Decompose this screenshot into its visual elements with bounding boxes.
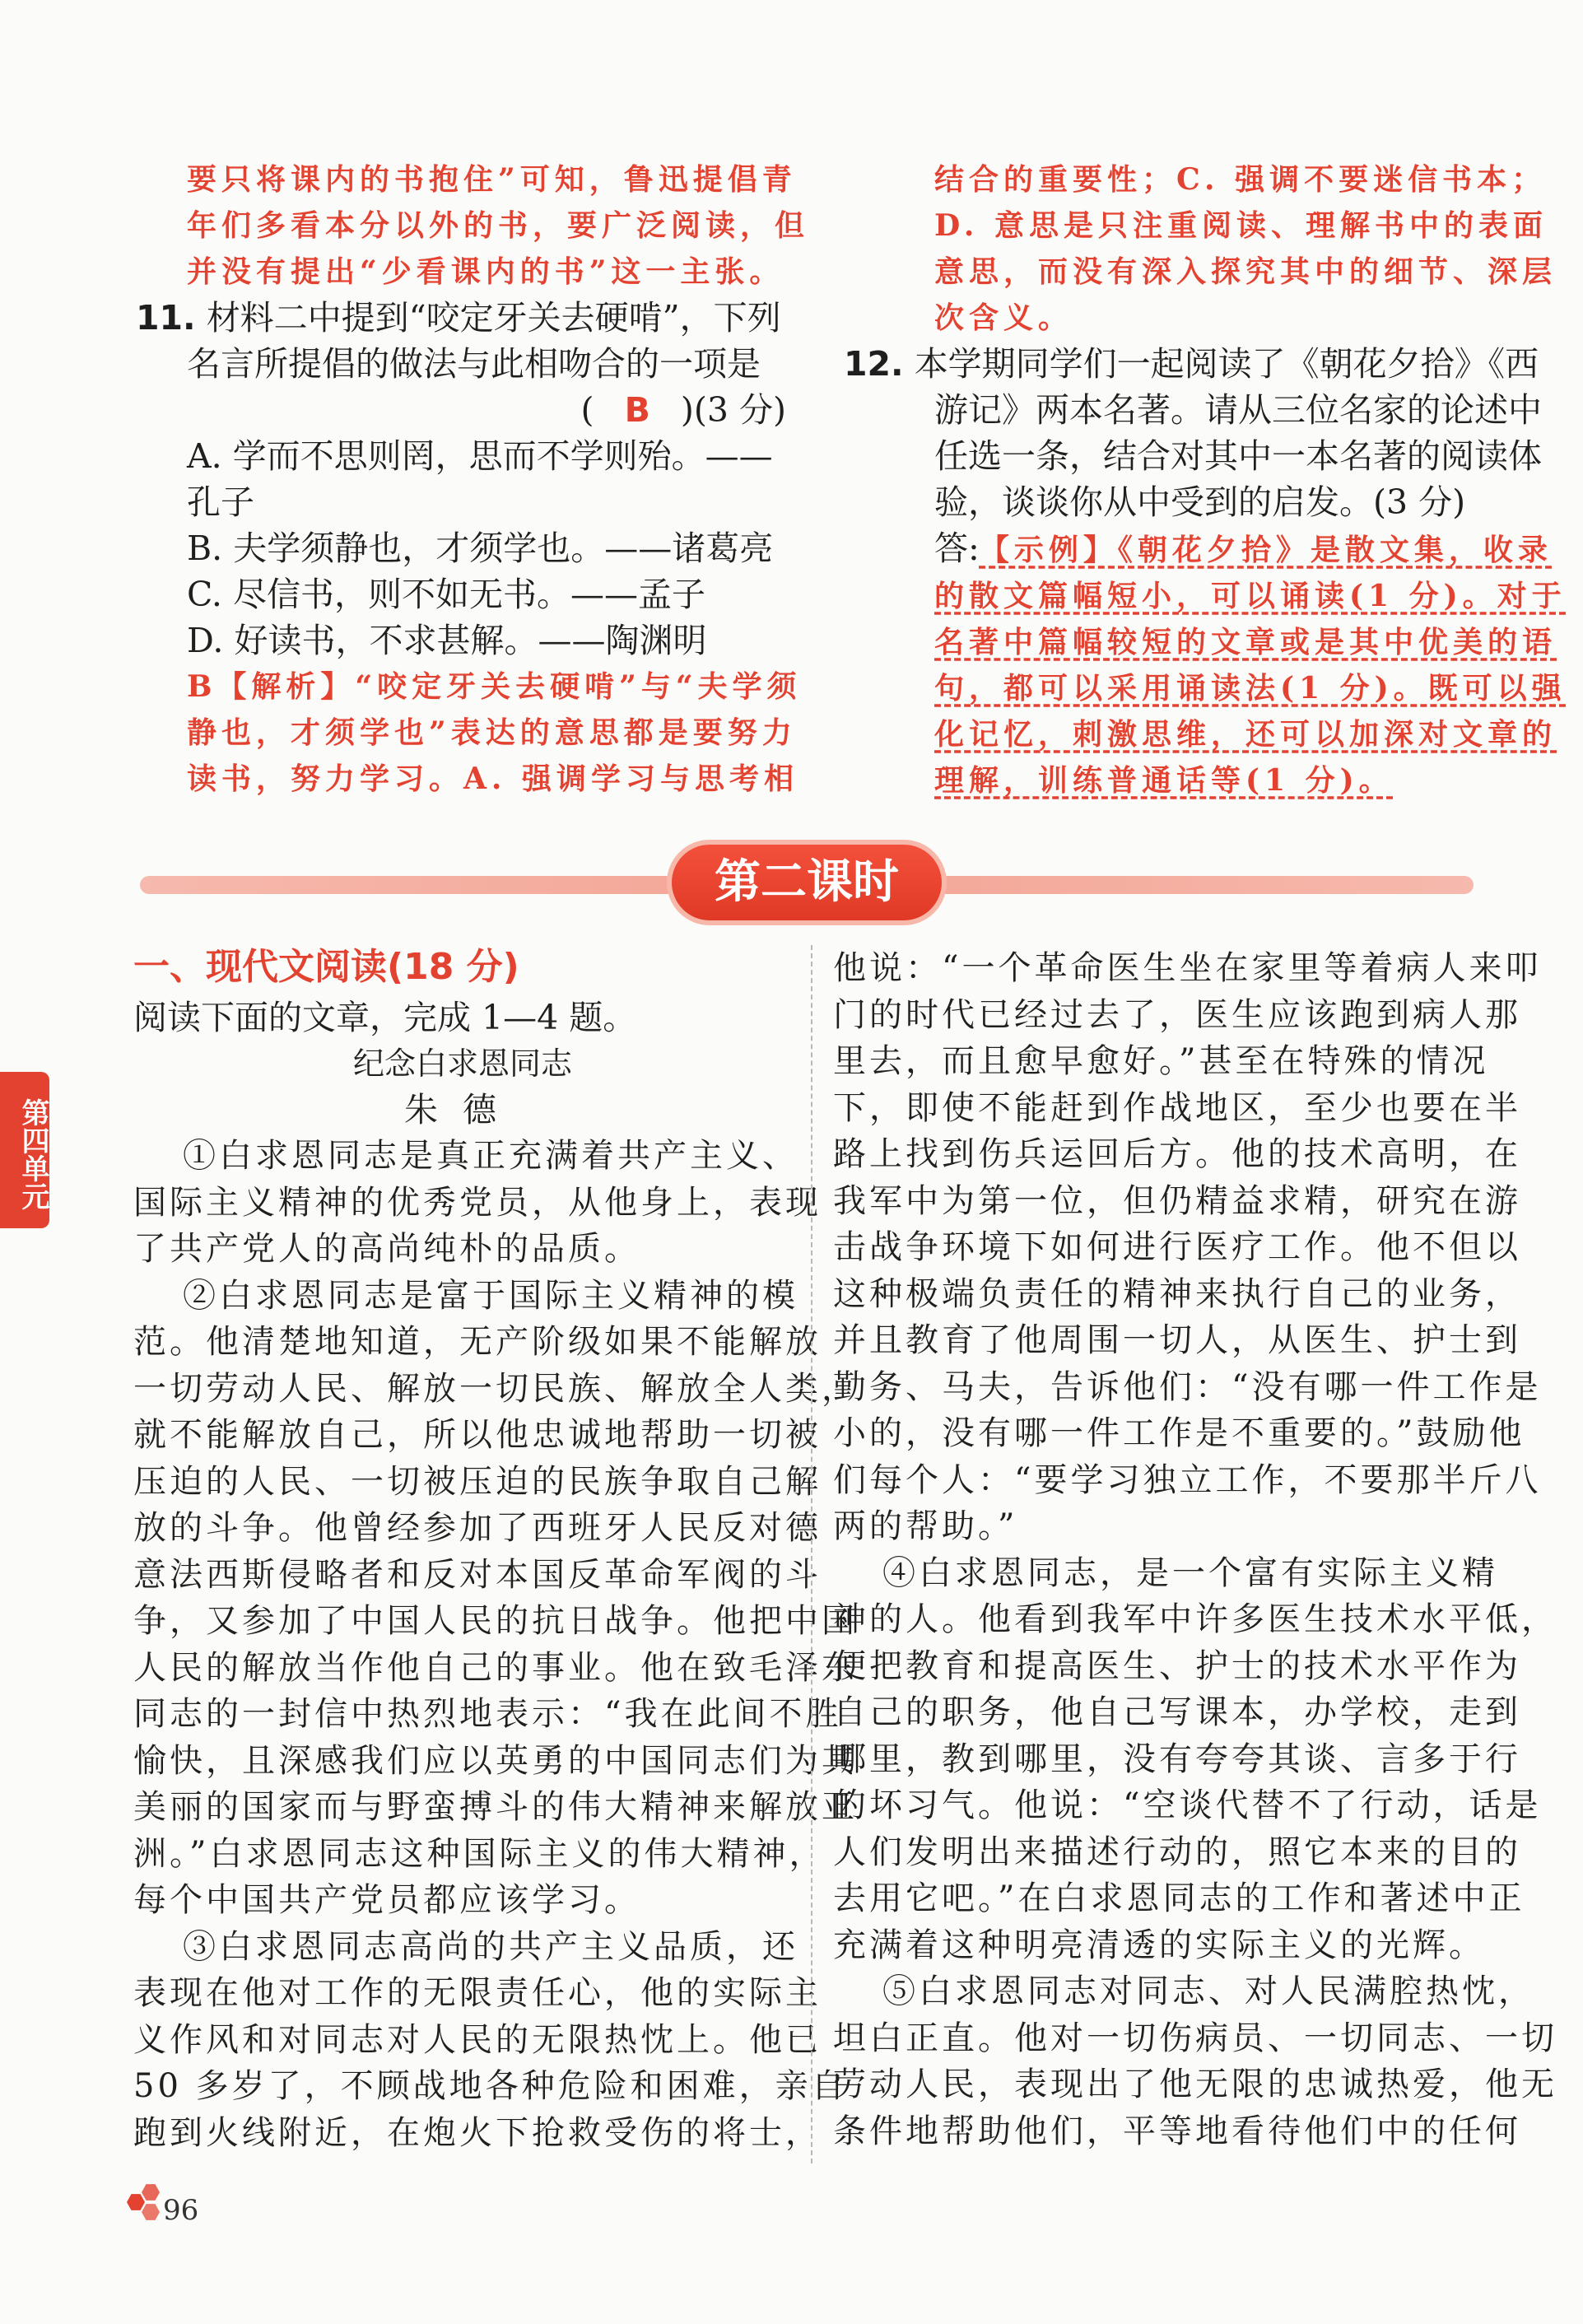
analysis-line: 静也，才须学也”表达的意思都是要努力: [187, 715, 797, 750]
answer-line: 年们多看本分以外的书，要广泛阅读，但: [187, 208, 810, 243]
article-line: 50 多岁了，不顾战地各种危险和困难，亲自: [133, 2067, 848, 2105]
answer-line: 名著中篇幅较短的文章或是其中优美的语: [934, 625, 1557, 659]
article-line: 他说：“一个革命医生坐在家里等着病人来叩: [833, 949, 1542, 987]
article-line: 条件地帮助他们，平等地看待他们中的任何: [833, 2112, 1521, 2150]
question-text: 验，谈谈你从中受到的启发。(3 分): [934, 482, 1466, 522]
article-line: 人民的解放当作他自己的事业。他在致毛泽东: [133, 1648, 858, 1687]
article-line: 们每个人：“要学习独立工作，不要那半斤八: [833, 1460, 1542, 1499]
answer-line: 并没有提出“少看课内的书”这一主张。: [187, 254, 785, 289]
analysis-line: D. 意思是只注重阅读、理解书中的表面: [934, 208, 1548, 243]
hex-shape: [127, 2193, 145, 2211]
reading-left-column: [133, 994, 858, 2156]
question-12: [844, 341, 1539, 387]
article-line: 击战争环境下如何进行医疗工作。他不但以: [833, 1228, 1521, 1266]
article-line: ⑤白求恩同志对同志、对人民满腔热忱，: [882, 1972, 1534, 2010]
article-line: 人们发明出来描述行动的，照它本来的目的: [833, 1833, 1521, 1871]
answer-line: 化记忆，刺激思维，还可以加深对文章的: [934, 717, 1557, 752]
option-b: B. 夫学须静也，才须学也。——诸葛亮: [187, 529, 774, 568]
option-a: A. 学而不思则罔，思而不学则殆。——: [187, 436, 773, 476]
article-line: 压迫的人民、一切被压迫的民族争取自己解: [133, 1462, 822, 1501]
article-line: 表现在他对工作的无限责任心，他的实际主: [133, 1974, 822, 2012]
article-line: 愉快，且深感我们应以英勇的中国同志们为其: [133, 1741, 858, 1780]
article-line: 同志的一封信中热烈地表示：“我在此间不胜: [133, 1695, 842, 1733]
article-line: 劳动人民，表现出了他无限的忠诚热爱，他无: [833, 2066, 1557, 2103]
option-d: D. 好读书，不求甚解。——陶渊明: [187, 621, 707, 660]
score: (3 分): [693, 390, 786, 430]
article-line: 勤务、马夫，告诉他们：“没有哪一件工作是: [833, 1367, 1542, 1406]
article-line: 哪里，教到哪里，没有夸夸其谈、言多于行: [833, 1740, 1521, 1778]
article-line: 充满着这种明亮清透的实际主义的光辉。: [833, 1926, 1485, 1964]
answer-first-line: [885, 525, 1553, 573]
article-line: 便把教育和提高医生、护士的技术水平作为: [833, 1646, 1521, 1685]
article-line: 两的帮助。”: [833, 1507, 1018, 1545]
question-text: 本学期同学们一起阅读了《朝花夕拾》《西: [914, 344, 1539, 384]
analysis-line: 意思，而没有深入探究其中的细节、深层: [934, 254, 1557, 289]
analysis-line: 读书，努力学习。A. 强调学习与思考相: [187, 761, 798, 796]
article-line: 里去，而且愈早愈好。”甚至在特殊的情况: [833, 1042, 1489, 1080]
answer-line: 句，都可以采用诵读法(1 分)。既可以强: [934, 671, 1567, 706]
article-line: 就不能解放自己，所以他忠诚地帮助一切被: [133, 1416, 822, 1454]
article-line: 放的斗争。他曾经参加了西班牙人民反对德: [133, 1509, 822, 1547]
answer-line: 要只将课内的书抱住”可知，鲁迅提倡青: [187, 162, 797, 197]
article-line: ④白求恩同志，是一个富有实际主义精: [882, 1553, 1498, 1592]
article-line: 一切劳动人民、解放一切民族、解放全人类，: [133, 1369, 858, 1408]
question-number: 12.: [844, 344, 904, 384]
article-line: 神的人。他看到我军中许多医生技术水平低，: [833, 1600, 1557, 1638]
question-text: 名言所提倡的做法与此相吻合的一项是: [187, 344, 761, 384]
article-line: 洲。”白求恩同志这种国际主义的伟大精神，: [133, 1834, 826, 1873]
question-text: 任选一条，结合对其中一本名著的阅读体: [934, 436, 1542, 476]
answer-choice: B: [624, 390, 650, 430]
page-number: 96: [163, 2194, 199, 2227]
banner-title: 第二课时: [667, 840, 947, 925]
answer-line: 理解，训练普通话等(1 分)。: [934, 763, 1394, 798]
column-divider: [811, 945, 812, 2163]
analysis-line: B【解析】“咬定牙关去硬啃”与“夫学须: [187, 669, 802, 704]
article-line: 我军中为第一位，但仍精益求精，研究在游: [833, 1181, 1521, 1220]
answer-blank: [136, 387, 794, 433]
article-line: 并且教育了他周围一切人，从医生、护士到: [833, 1321, 1521, 1359]
article-line: 了共产党人的高尚纯朴的品质。: [133, 1230, 640, 1268]
article-line: 自己的职务，他自己写课本，办学校，走到: [833, 1693, 1521, 1731]
unit-side-tab: 第四单元: [0, 1072, 49, 1228]
question-number: 11.: [136, 298, 196, 338]
analysis-line: 结合的重要性；C. 强调不要迷信书本；: [934, 162, 1547, 197]
analysis-line: 次含义。: [934, 300, 1073, 335]
article-line: 的坏习气。他说：“空谈代替不了行动，话是: [833, 1786, 1542, 1824]
paren-close: ): [680, 390, 694, 430]
article-line: 这种极端负责任的精神来执行自己的业务，: [833, 1274, 1521, 1313]
lesson-banner: [140, 840, 1474, 930]
question-text: 材料二中提到“咬定牙关去硬啃”，下列: [206, 298, 781, 338]
article-line: 意法西斯侵略者和反对本国反革命军阀的斗: [133, 1555, 822, 1594]
article-line: 跑到火线附近，在炮火下抢救受伤的将士，: [133, 2113, 822, 2152]
article-line: 美丽的国家而与野蛮搏斗的伟大精神来解放亚: [133, 1788, 858, 1826]
article-line: 义作风和对同志对人民的无限热忱上。他已: [133, 2020, 822, 2059]
article-line: 争，又参加了中国人民的抗日战争。他把中国: [133, 1602, 858, 1640]
hex-shape: [142, 2183, 160, 2201]
article-line: ①白求恩同志是真正充满着共产主义、: [183, 1137, 798, 1175]
top-right-column: [844, 156, 1567, 803]
article-line: ③白求恩同志高尚的共产主义品质，还: [183, 1927, 798, 1966]
section-title: 一、现代文阅读(18 分): [133, 946, 519, 988]
top-left-column: [136, 156, 810, 802]
question-text: 游记》两本名著。请从三位名家的论述中: [934, 390, 1542, 430]
article-line: 小的，没有哪一件工作是不重要的。”鼓励他: [833, 1414, 1525, 1452]
question-11: [136, 295, 794, 341]
option-a-cont: 孔子: [187, 482, 254, 522]
article-title: 纪念白求恩同志: [352, 1046, 572, 1082]
reading-instruction: 阅读下面的文章，完成 1—4 题。: [133, 998, 637, 1037]
reading-right-column: [833, 945, 1557, 2154]
article-body-left: [133, 1133, 858, 2156]
article-line: 门的时代已经过去了，医生应该跑到病人那: [833, 995, 1521, 1034]
answer-line: 的散文篇幅短小，可以诵读(1 分)。对于: [934, 579, 1567, 613]
option-c: C. 尽信书，则不如无书。——孟子: [187, 575, 705, 614]
hex-shape: [142, 2203, 160, 2221]
article-body-right: [833, 945, 1557, 2154]
article-author: 朱德: [404, 1090, 521, 1129]
article-line: 路上找到伤兵运回后方。他的技术高明，在: [833, 1135, 1521, 1173]
answer-line: 【示例】《朝花夕拾》是散文集，收录: [979, 533, 1553, 567]
article-line: ②白求恩同志是富于国际主义精神的模: [183, 1276, 798, 1315]
article-line: 范。他清楚地知道，无产阶级如果不能解放: [133, 1323, 822, 1361]
article-line: 去用它吧。”在白求恩同志的工作和著述中正: [833, 1879, 1525, 1917]
article-line: 坦白正直。他对一切伤病员、一切同志、一切: [833, 2019, 1557, 2057]
article-line: 每个中国共产党员都应该学习。: [133, 1881, 640, 1919]
answer-label: 答:: [934, 529, 980, 568]
paren-open: (: [580, 390, 594, 430]
article-line: 国际主义精神的优秀党员，从他身上，表现: [133, 1183, 822, 1222]
article-line: 下，即使不能赶到作战地区，至少也要在半: [833, 1088, 1521, 1127]
